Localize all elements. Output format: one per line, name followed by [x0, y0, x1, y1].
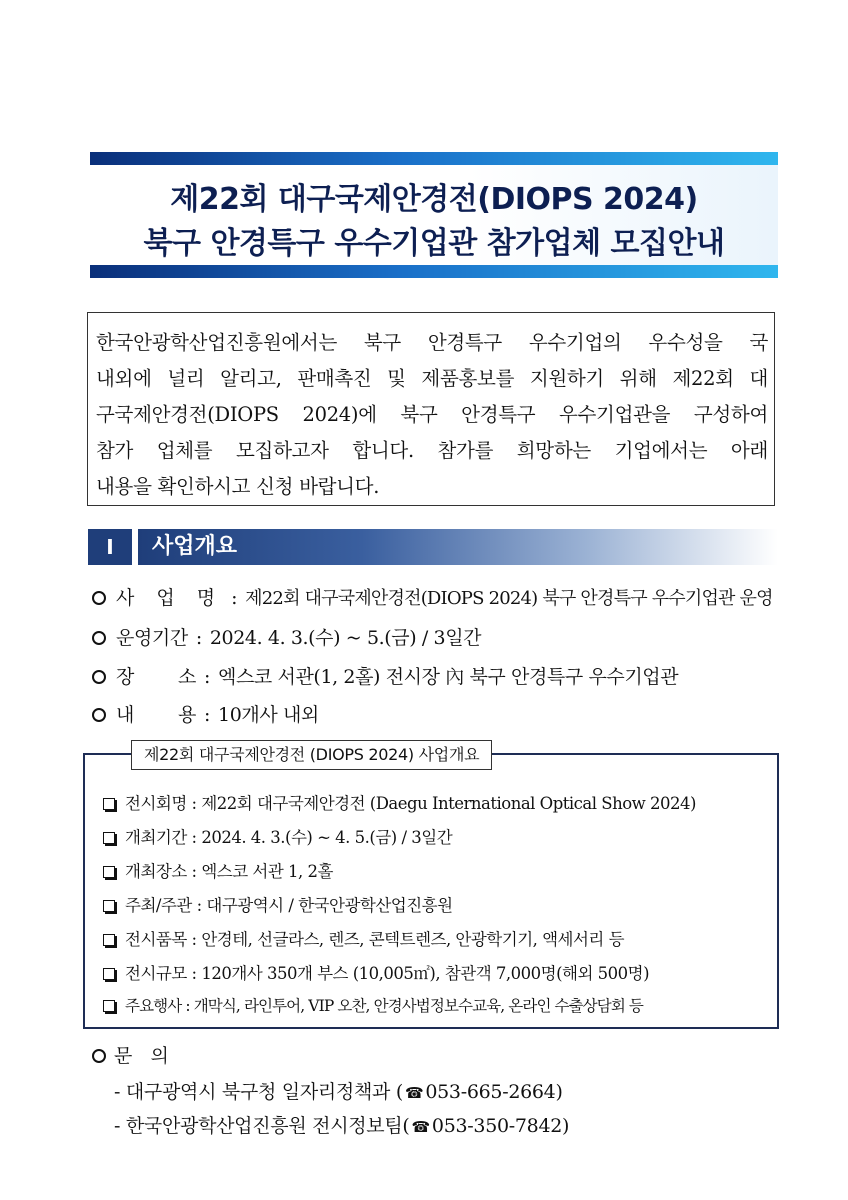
checkbox-bullet-icon [103, 866, 115, 878]
overview-value: 10개사 내외 [218, 704, 319, 726]
intro-line: 내용을 확인하시고 신청 바랍니다. [96, 475, 380, 498]
section-title: 사업개요 [152, 534, 238, 559]
banner-top-bar [90, 152, 778, 165]
contact-item: - 대구광역시 북구청 일자리정책과 ( ☎ 053-665-2664) [114, 1081, 563, 1103]
summary-label: 전시회명 [125, 794, 187, 813]
overview-value: 2024. 4. 3.(수) ~ 5.(금) / 3일간 [209, 627, 482, 649]
circle-bullet-icon [92, 591, 106, 605]
overview-value: 엑스코 서관(1, 2홀) 전시장 內 북구 안경특구 우수기업관 [218, 666, 679, 688]
circle-bullet-icon [92, 670, 106, 684]
section-header [88, 529, 778, 565]
summary-value: 2024. 4. 3.(수) ~ 4. 5.(금) / 3일간 [201, 828, 453, 847]
overview-item: 사 업 명 : 제22회 대구국제안경전(DIOPS 2024) 북구 안경특구 우수기업관 운영 [92, 583, 773, 613]
section-number: Ⅰ [88, 529, 132, 565]
summary-label: 전시규모 [125, 964, 187, 983]
summary-value: 엑스코 서관 1, 2홀 [201, 862, 333, 881]
checkbox-bullet-icon [103, 1000, 115, 1012]
title-line-2: 북구 안경특구 우수기업관 참가업체 모집안내 [143, 226, 725, 261]
summary-row: 전시품목 : 안경테, 선글라스, 렌즈, 콘텍트렌즈, 안광학기기, 액세서리 등 [103, 926, 624, 950]
contact-item: - 한국안광학산업진흥원 전시정보팀( ☎ 053-350-7842) [114, 1115, 570, 1137]
circle-bullet-icon [92, 631, 106, 645]
summary-label: 개최기간 [125, 828, 187, 847]
checkbox-bullet-icon [103, 832, 115, 844]
intro-box [87, 312, 775, 506]
overview-label: 장 소 [116, 666, 196, 688]
overview-item: 운영기간 : 2024. 4. 3.(수) ~ 5.(금) / 3일간 [92, 623, 481, 653]
summary-label: 주최/주관 [125, 896, 192, 915]
summary-value: 대구광역시 / 한국안광학산업진흥원 [206, 896, 453, 915]
overview-item: 장 소 : 엑스코 서관(1, 2홀) 전시장 內 북구 안경특구 우수기업관 [92, 662, 678, 692]
summary-value: 120개사 350개 부스 (10,005㎡), 참관객 7,000명(해외 500명) [201, 964, 650, 983]
summary-row: 주최/주관 : 대구광역시 / 한국안광학산업진흥원 [103, 892, 453, 916]
phone-number: 053-665-2664 [425, 1081, 556, 1103]
summary-row: 개최기간 : 2024. 4. 3.(수) ~ 4. 5.(금) / 3일간 [103, 824, 452, 848]
summary-value: 제22회 대구국제안경전 (Daegu International Optical Show 2024) [201, 794, 696, 813]
phone-icon: ☎ [411, 1118, 430, 1136]
intro-line: 참가 업체를 모집하고자 합니다. 참가를 희망하는 기업에서는 아래 [96, 439, 768, 462]
summary-row: 주요행사 : 개막식, 라인투어, VIP 오찬, 안경사법정보수교육, 온라인 수출상담회 등 [103, 994, 643, 1016]
overview-value: 제22회 대구국제안경전(DIOPS 2024) 북구 안경특구 우수기업관 운영 [245, 588, 773, 609]
checkbox-bullet-icon [103, 934, 115, 946]
checkbox-bullet-icon [103, 798, 115, 810]
intro-line: 내외에 널리 알리고, 판매촉진 및 제품홍보를 지원하기 위해 제22회 대 [96, 367, 768, 390]
phone-icon: ☎ [404, 1084, 424, 1102]
summary-value: 안경테, 선글라스, 렌즈, 콘텍트렌즈, 안광학기기, 액세서리 등 [201, 930, 625, 949]
contact-heading: 문 의 [92, 1041, 169, 1068]
summary-row: 개최장소 : 엑스코 서관 1, 2홀 [103, 858, 333, 882]
title-banner [90, 152, 778, 278]
summary-label: 개최장소 [125, 862, 187, 881]
intro-line: 한국안광학산업진흥원에서는 북구 안경특구 우수기업의 우수성을 국 [96, 331, 768, 354]
overview-label: 사 업 명 [116, 587, 224, 609]
overview-label: 운영기간 [116, 627, 188, 649]
phone-number: 053-350-7842 [431, 1115, 563, 1137]
circle-bullet-icon [92, 1049, 106, 1063]
banner-bottom-bar [90, 265, 778, 278]
overview-item: 내 용 : 10개사 내외 [92, 700, 319, 730]
checkbox-bullet-icon [103, 968, 115, 980]
intro-line: 구국제안경전(DIOPS 2024)에 북구 안경특구 우수기업관을 구성하여 [96, 403, 768, 426]
summary-label: 주요행사 [125, 997, 182, 1015]
summary-value: 개막식, 라인투어, VIP 오찬, 안경사법정보수교육, 온라인 수출상담회 등 [193, 997, 644, 1015]
circle-bullet-icon [92, 708, 106, 722]
checkbox-bullet-icon [103, 900, 115, 912]
summary-label: 전시품목 [125, 930, 187, 949]
exhibition-summary-box [83, 745, 779, 1029]
overview-label: 내 용 [116, 704, 196, 726]
summary-row: 전시회명 : 제22회 대구국제안경전 (Daegu International Optical Show 2024) [103, 790, 696, 814]
title-line-1: 제22회 대구국제안경전(DIOPS 2024) [170, 182, 698, 217]
section-title-bar [138, 529, 778, 565]
summary-row: 전시규모 : 120개사 350개 부스 (10,005㎡), 참관객 7,000명(해외 500명) [103, 960, 649, 984]
summary-legend: 제22회 대구국제안경전 (DIOPS 2024) 사업개요 [131, 740, 492, 770]
